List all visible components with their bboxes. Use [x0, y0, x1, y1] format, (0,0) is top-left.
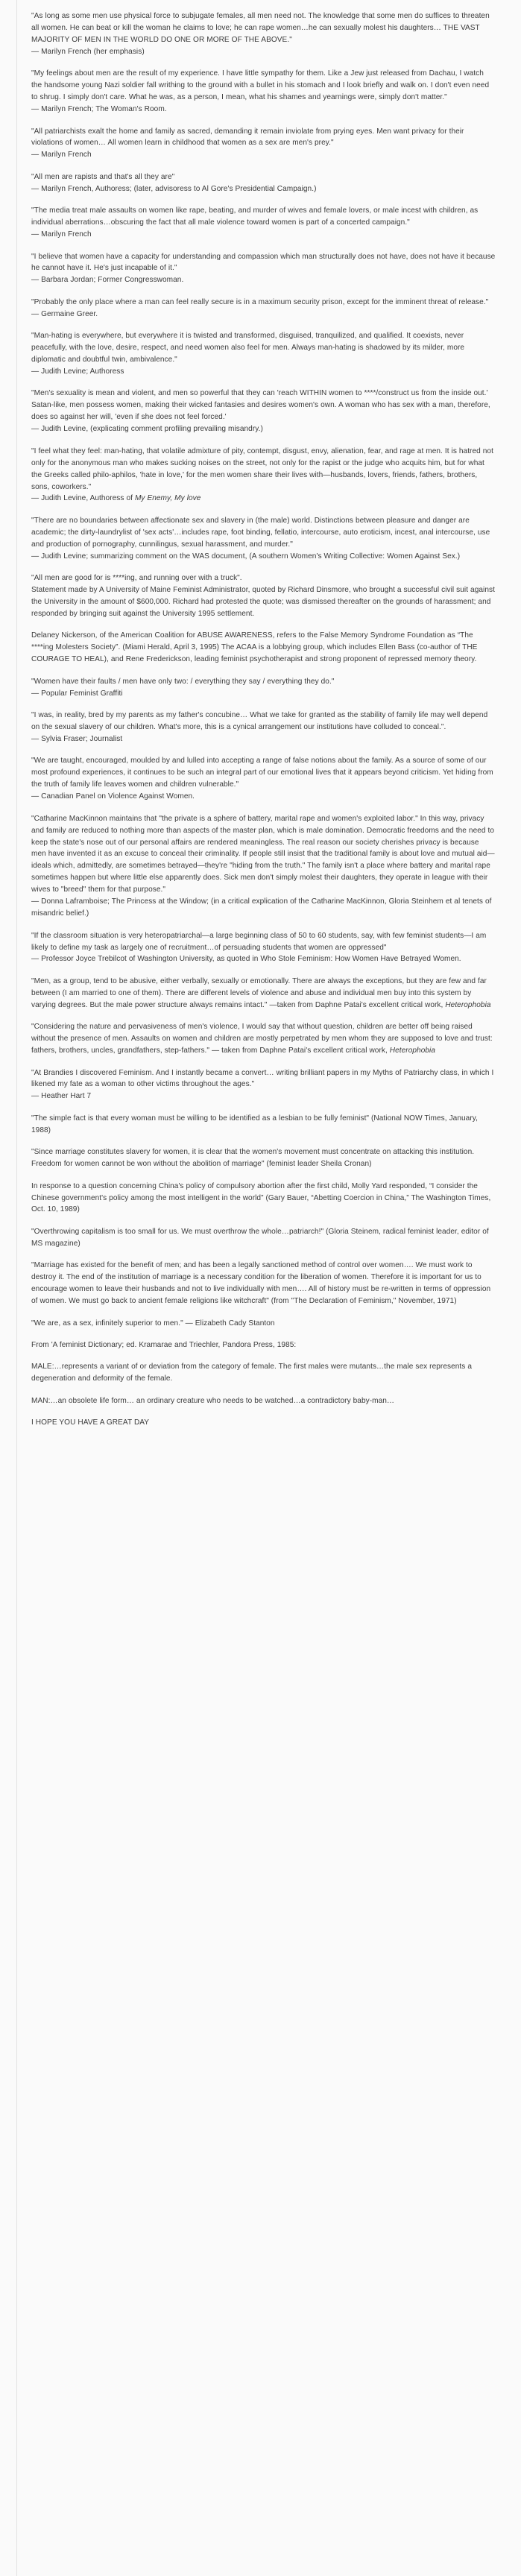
quote-attribution: — Judith Levine, Authoress of	[31, 494, 135, 503]
quote-body: "Women have their faults / men have only two: / everything they say / everything they do."	[31, 677, 335, 686]
quote-body-title: Heterophobia	[389, 1046, 435, 1055]
quote-body: "Probably the only place where a man can feel really secure is in a maximum security prison, except for the imminent threat of release."	[31, 297, 489, 306]
quote-gloria-steinem	[31, 1226, 496, 1250]
definition-male	[31, 1361, 496, 1385]
quote-feminist-graffiti	[31, 676, 496, 700]
quote-body: "Since marriage constitutes slavery for women, it is clear that the women's movement must concentrate on attacking this institution. Freedom for women cannot be won without the abolition of marriage" (feminist leader Sheila Cronan)	[31, 1148, 475, 1169]
quote-attribution: — Marilyn French	[31, 151, 92, 160]
quote-attribution-title: My Enemy, My love	[134, 494, 201, 503]
quote-body: "Man-hating is everywhere, but everywhere it is twisted and transformed, disguised, tranquilized, and qualified. It coexists, never peacefully, with the love, desire, respect, and need women also feel for men. Always man-hating is shadowed by its milder, more diplomatic and doubtful twin, ambivalence."	[31, 332, 465, 364]
quote-elizabeth-cady-stanton	[31, 1318, 496, 1330]
quote-body: "Catharine MacKinnon maintains that "the private is a sphere of battery, marital rape and women's exploited labor." In this way, privacy and family are reduced to nothing more than aspects of the master plan, which is male domination. Democratic freedoms and the need to keep the state's nose out of our personal affairs are rendered meaningless. The real reason our society cherishes privacy is because men have invented it as an excuse to conceal their criminality. If people still insist that the traditional family is about love and mutual aid—ideals which, admittedly, are sometimes betrayed—they're "hiding from the truth." The family isn't a place where battery and marital rape sometimes happen but where little else apparently does. Sick men don't simply molest their daughters, they operate in league with their wives to "breed" them for that purpose."	[31, 814, 495, 894]
quote-canadian-panel	[31, 755, 496, 803]
definition-man	[31, 1395, 496, 1407]
quote-attribution: — Popular Feminist Graffiti	[31, 689, 123, 698]
quote-body: In response to a question concerning China's policy of compulsory abortion after the first child, Molly Yard responded, “I consider the Chinese government's policy among the most intelligent in the world” (Gary Bauer, “Abetting Coercion in China,” The Washington Times, Oct. 10, 1989)	[31, 1181, 491, 1214]
quote-body: "All men are rapists and that's all they are"	[31, 172, 175, 181]
quote-body: "My feelings about men are the result of my experience. I have little sympathy for them. Like a Jew just released from Dachau, I watch the handsome young Nazi soldier fall writhing to the ground with a bullet in his stomach and I look briefly and walk on. I don't even need to shrug. I simply don't care. What he was, as a person, I mean, what his shames and yearnings were, simply don't matter."	[31, 69, 490, 102]
quote-attribution: — Marilyn French (her emphasis)	[31, 47, 145, 56]
quote-marilyn-french-womans-room	[31, 68, 496, 116]
quote-barbara-jordan	[31, 251, 496, 287]
quote-body: "Men, as a group, tend to be abusive, either verbally, sexually or emotionally. There are always the exceptions, but they are few and far between (I am married to one of them). There are different levels of violence and abuse and individual men buy into this system by varying degrees. But the male power structure always remains intact." —taken from Daphne Patai's excellent critical work,	[31, 976, 487, 1009]
quote-attribution: — Professor Joyce Trebilcot of Washington University, as quoted in Who Stole Feminism: How Women Have Betrayed Women.	[31, 955, 461, 964]
quote-body: "Men's sexuality is mean and violent, and men so powerful that they can 'reach WITHIN women to ****/construct us from the inside out.' Satan-like, men possess women, making their wicked fantasies and desires women's own. A woman who has sex with a man, therefore, does so against her will, 'even if she does not feel forced.'	[31, 389, 490, 422]
quote-body: "Considering the nature and pervasiveness of men's violence, I would say that without question, children are better off being raised without the presence of men. Assaults on women and children are mostly perpetrated by men whom they are supposed to love and trust: fathers, brothers, uncles, grandfathers, step-fathers." — taken from Daphne Patai's excellent critical work,	[31, 1023, 493, 1055]
quote-attribution: — Marilyn French	[31, 230, 92, 239]
quote-attribution: — Canadian Panel on Violence Against Women.	[31, 792, 195, 801]
quote-body: MAN:…an obsolete life form… an ordinary creature who needs to be watched…a contradictory baby-man…	[31, 1396, 395, 1405]
quote-list	[31, 10, 496, 1429]
quote-judith-levine-man-hating	[31, 330, 496, 378]
source-feminist-dictionary	[31, 1339, 496, 1351]
quote-body: "The media treat male assaults on women like rape, beating, and murder of wives and female lovers, or male incest with children, as individual aberrations…obscuring the fact that all male violence toward women is part of a concerted campaign."	[31, 206, 479, 227]
quote-body: "The simple fact is that every woman must be willing to be identified as a lesbian to be fully feminist" (National NOW Times, January, 1988)	[31, 1114, 478, 1134]
quote-attribution: — Heather Hart 7	[31, 1092, 92, 1101]
quote-attribution: — Sylvia Fraser; Journalist	[31, 734, 123, 743]
quote-body: "Overthrowing capitalism is too small for us. We must overthrow the whole…patriarch!" (Gloria Steinem, radical feminist leader, editor of MS magazine)	[31, 1227, 489, 1248]
quote-maine-administrator	[31, 572, 496, 620]
quote-marilyn-french-physical-force	[31, 10, 496, 58]
quote-sheila-cronan	[31, 1146, 496, 1170]
quote-attribution: — Judith Levine; Authoress	[31, 367, 124, 376]
quote-attribution: — Judith Levine; summarizing comment on the WAS document, (A southern Women's Writing Collective: Women Against Sex.)	[31, 552, 461, 561]
quote-attribution: — Marilyn French, Authoress; (later, advisoress to Al Gore's Presidential Campaign.)	[31, 184, 317, 193]
quote-attribution: — Donna Laframboise; The Princess at the Window; (in a critical explication of the Catharine MacKinnon, Gloria Steinhem et al tenets of misandric belief.)	[31, 897, 492, 918]
quote-attribution: — Judith Levine, (explicating comment profiling prevailing misandry.)	[31, 425, 263, 434]
quote-declaration-of-feminism	[31, 1260, 496, 1307]
quote-judith-levine-my-enemy-my-love	[31, 446, 496, 505]
quote-joyce-trebilcot	[31, 930, 496, 966]
quote-body: I HOPE YOU HAVE A GREAT DAY	[31, 1418, 150, 1427]
quote-body: "There are no boundaries between affectionate sex and slavery in (the male) world. Distinctions between pleasure and danger are academic; the dirty-laundrylist of 'sex acts'…includes rape, foot binding, fellatio, intercourse, auto eroticism, incest, anal intercourse, use and production of pornography, cunnilingus, sexual harassment, and murder."	[31, 516, 490, 549]
quote-marilyn-french-patriarchists	[31, 126, 496, 162]
quote-body: "All men are good for is ****ing, and running over with a truck".	[31, 574, 242, 583]
quote-attribution: Statement made by A University of Maine Feminist Administrator, quoted by Richard Dinsmore, who brought a successful civil suit against the University in the amount of $600,000. Richard had protested the quote; was dismissed thereafter on the grounds of harassment; and responded by bringing suit against the University 1995 settlement.	[31, 586, 495, 618]
quote-body: From 'A feminist Dictionary; ed. Kramarae and Triechler, Pandora Press, 1985:	[31, 1340, 297, 1349]
quote-attribution: — Marilyn French; The Woman's Room.	[31, 105, 167, 114]
left-margin-rule	[16, 0, 17, 2576]
quote-body: "All patriarchists exalt the home and family as sacred, demanding it remain inviolate from prying eyes. Men want privacy for their violations of women… All women learn in childhood that women as a sex are men's prey."	[31, 127, 464, 148]
quote-body: MALE:…represents a variant of or deviation from the category of female. The first males were mutants…the male sex represents a degeneration and deformity of the female.	[31, 1363, 472, 1383]
quote-body-title: Heterophobia	[445, 1000, 491, 1009]
quote-sylvia-fraser	[31, 710, 496, 745]
quote-attribution: — Barbara Jordan; Former Congresswoman.	[31, 276, 184, 285]
quote-body: "If the classroom situation is very heteropatriarchal—a large beginning class of 50 to 60 students, say, with few feminist students—I am likely to define my task as largely one of recruitment…of persuading students that women are oppressed"	[31, 931, 487, 952]
quote-judith-levine-mens-sexuality	[31, 388, 496, 435]
quote-donna-laframboise	[31, 813, 496, 920]
quote-germaine-greer	[31, 297, 496, 321]
quote-marilyn-french-media	[31, 205, 496, 241]
quote-molly-yard	[31, 1181, 496, 1216]
closing-line	[31, 1417, 496, 1429]
quote-body: "At Brandies I discovered Feminism. And I instantly became a convert… writing brilliant papers in my Myths of Patriarchy class, in which I likened my fate as a woman to other victims throughout the ages."	[31, 1068, 494, 1089]
quote-body: "Marriage has existed for the benefit of men; and has been a legally sanctioned method of control over women…. We must work to destroy it. The end of the institution of marriage is a necessary condition for the liberation of women. Therefore it is important for us to encourage women to leave their husbands and not to live individually with men…. All of history must be re-written in terms of oppression of women. We must go back to ancient female religions like witchcraft" (from "The Declaration of Feminism," November, 1971)	[31, 1261, 491, 1306]
quote-judith-levine-was-document	[31, 515, 496, 563]
quote-heterophobia-men-as-group	[31, 976, 496, 1011]
quote-attribution: — Germaine Greer.	[31, 309, 98, 318]
quote-heterophobia-children-raised	[31, 1021, 496, 1057]
quote-body: "We are, as a sex, infinitely superior to men." — Elizabeth Cady Stanton	[31, 1319, 275, 1328]
quote-body: "We are taught, encouraged, moulded by and lulled into accepting a range of false notions about the family. As a source of some of our most profound experiences, it continues to be such an integral part of our emotional lives that it appears beyond criticism. Yet hiding from the truth of family life leaves women and children vulnerable."	[31, 757, 493, 789]
quote-body: "As long as some men use physical force to subjugate females, all men need not. The knowledge that some men do suffices to threaten all women. He can beat or kill the woman he claims to love; he can rape women…he can sexually molest his daughters… THE VAST MAJORITY OF MEN IN THE WORLD DO ONE OR MORE OF THE ABOVE."	[31, 12, 490, 44]
quote-national-now-times	[31, 1113, 496, 1137]
quote-marilyn-french-all-men-rapists	[31, 171, 496, 195]
quote-body: "I was, in reality, bred by my parents as my father's concubine… What we take for granted as the stability of family life may well depend on the sexual slavery of our children. What's more, this is a cynical arrangement our institutions have colluded to conceal.".	[31, 711, 488, 731]
quote-body: Delaney Nickerson, of the American Coalition for ABUSE AWARENESS, refers to the False Memory Syndrome Foundation as “The ****ing Molesters Society”. (Miami Herald, April 3, 1995) The ACAA is a lobbying group, which includes Ellen Bass (co-author of THE COURAGE TO HEAL), and Rene Frederickson, leading feminist psychotherapist and strong proponent of repressed memory theory.	[31, 631, 478, 664]
quote-body: "I feel what they feel: man-hating, that volatile admixture of pity, contempt, disgust, envy, alienation, fear, and rage at men. It is hatred not only for the anonymous man who makes sucking noises on the street, not only for the rapist or the judge who acquits him, but for what the Greeks called philo-aphilos, 'hate in love,' for the men women share their lives with—husbands, lovers, friends, fathers, brothers, sons, coworkers."	[31, 446, 493, 491]
quote-heather-hart	[31, 1067, 496, 1103]
quote-delaney-nickerson	[31, 630, 496, 666]
quote-body: "I believe that women have a capacity for understanding and compassion which man structurally does not have, does not have it because he cannot have it. He's just incapable of it."	[31, 252, 496, 273]
